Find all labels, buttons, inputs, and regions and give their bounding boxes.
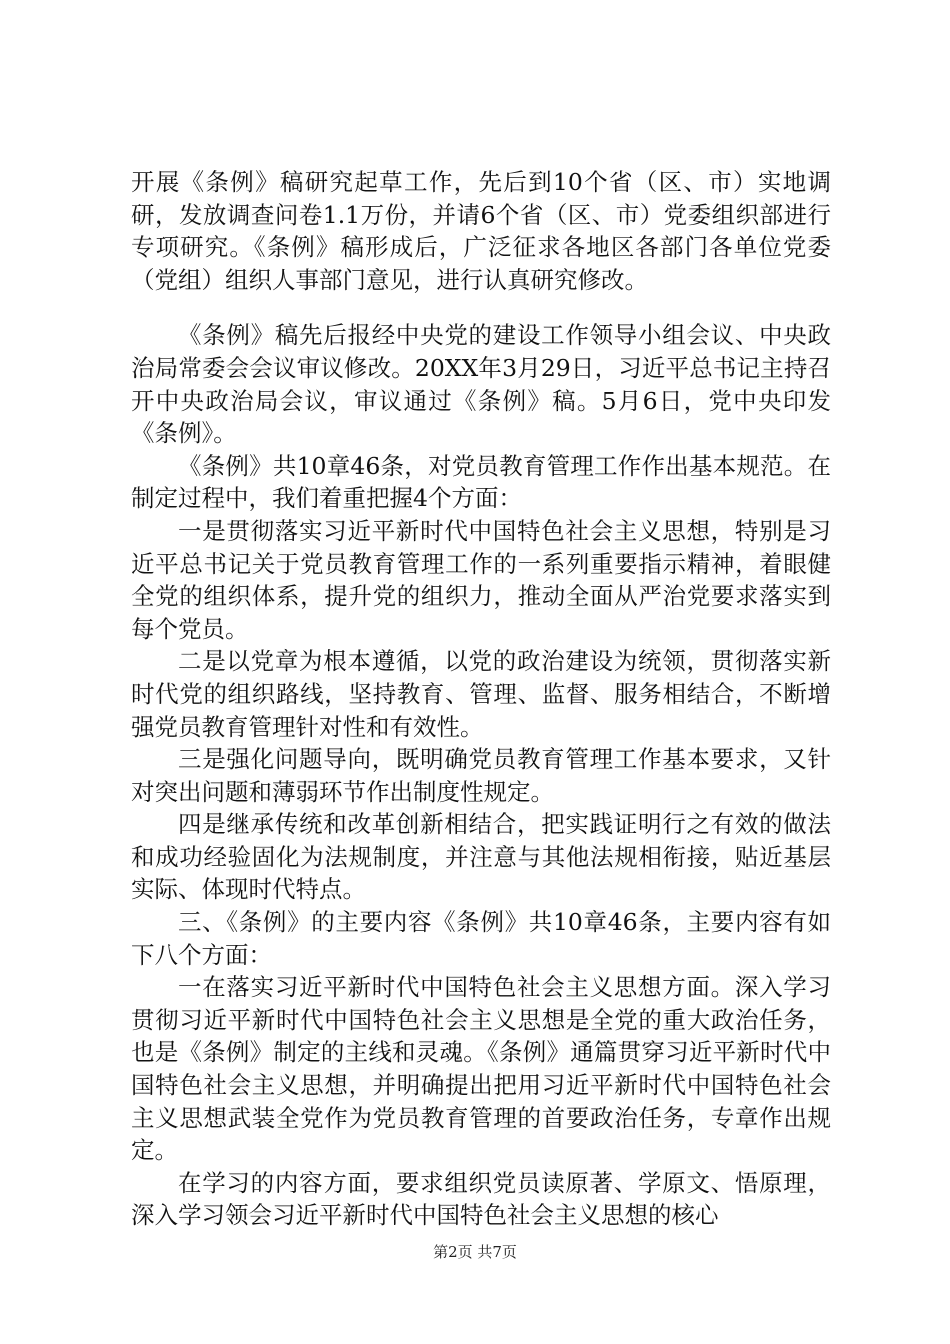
paragraph-2: 《条例》稿先后报经中央党的建设工作领导小组会议、中央政治局常委会会议审议修改。20XX年3月29日，习近平总书记主持召开中央政治局会议，审议通过《条例》稿。5月6日，党中央印发《条例》。 xyxy=(131,321,831,448)
paragraph-3: 《条例》共10章46条，对党员教育管理工作作出基本规范。在制定过程中，我们着重把握4个方面： xyxy=(131,451,831,513)
paragraph-8: 一在落实习近平新时代中国特色社会主义思想方面。深入学习贯彻习近平新时代中国特色社会主义思想是全党的重大政治任务，也是《条例》制定的主线和灵魂。《条例》通篇贯穿习近平新时代中国特色社会主义思想，并明确提出把用习近平新时代中国特色社会主义思想武装全党作为党员教育管理的首要政治任务，专章作出规定。 xyxy=(131,973,831,1165)
section-heading-3: 三、《条例》的主要内容《条例》共10章46条，主要内容有如下八个方面： xyxy=(131,908,831,969)
paragraph-5: 二是以党章为根本遵循，以党的政治建设为统领，贯彻落实新时代党的组织路线，坚持教育、管理、监督、服务相结合，不断增强党员教育管理针对性和有效性。 xyxy=(131,647,831,741)
paragraph-1: 开展《条例》稿研究起草工作，先后到10个省（区、市）实地调研，发放调查问卷1.1万份，并请6个省（区、市）党委组织部进行专项研究。《条例》稿形成后，广泛征求各地区各部门各单位党委（党组）组织人事部门意见，进行认真研究修改。 xyxy=(131,168,831,294)
paragraph-7: 四是继承传统和改革创新相结合，把实践证明行之有效的做法和成功经验固化为法规制度，并注意与其他法规相衔接，贴近基层实际、体现时代特点。 xyxy=(131,810,831,904)
paragraph-4: 一是贯彻落实习近平新时代中国特色社会主义思想，特别是习近平总书记关于党员教育管理工作的一系列重要指示精神，着眼健全党的组织体系，提升党的组织力，推动全面从严治党要求落实到每个党员。 xyxy=(131,516,831,643)
paragraph-9: 在学习的内容方面，要求组织党员读原著、学原文、悟原理，深入学习领会习近平新时代中国特色社会主义思想的核心 xyxy=(131,1168,831,1230)
page-number-footer: 第2页 共7页 xyxy=(433,1243,517,1261)
document-body xyxy=(131,166,831,1232)
paragraph-6: 三是强化问题导向，既明确党员教育管理工作基本要求，又针对突出问题和薄弱环节作出制度性规定。 xyxy=(131,745,831,806)
